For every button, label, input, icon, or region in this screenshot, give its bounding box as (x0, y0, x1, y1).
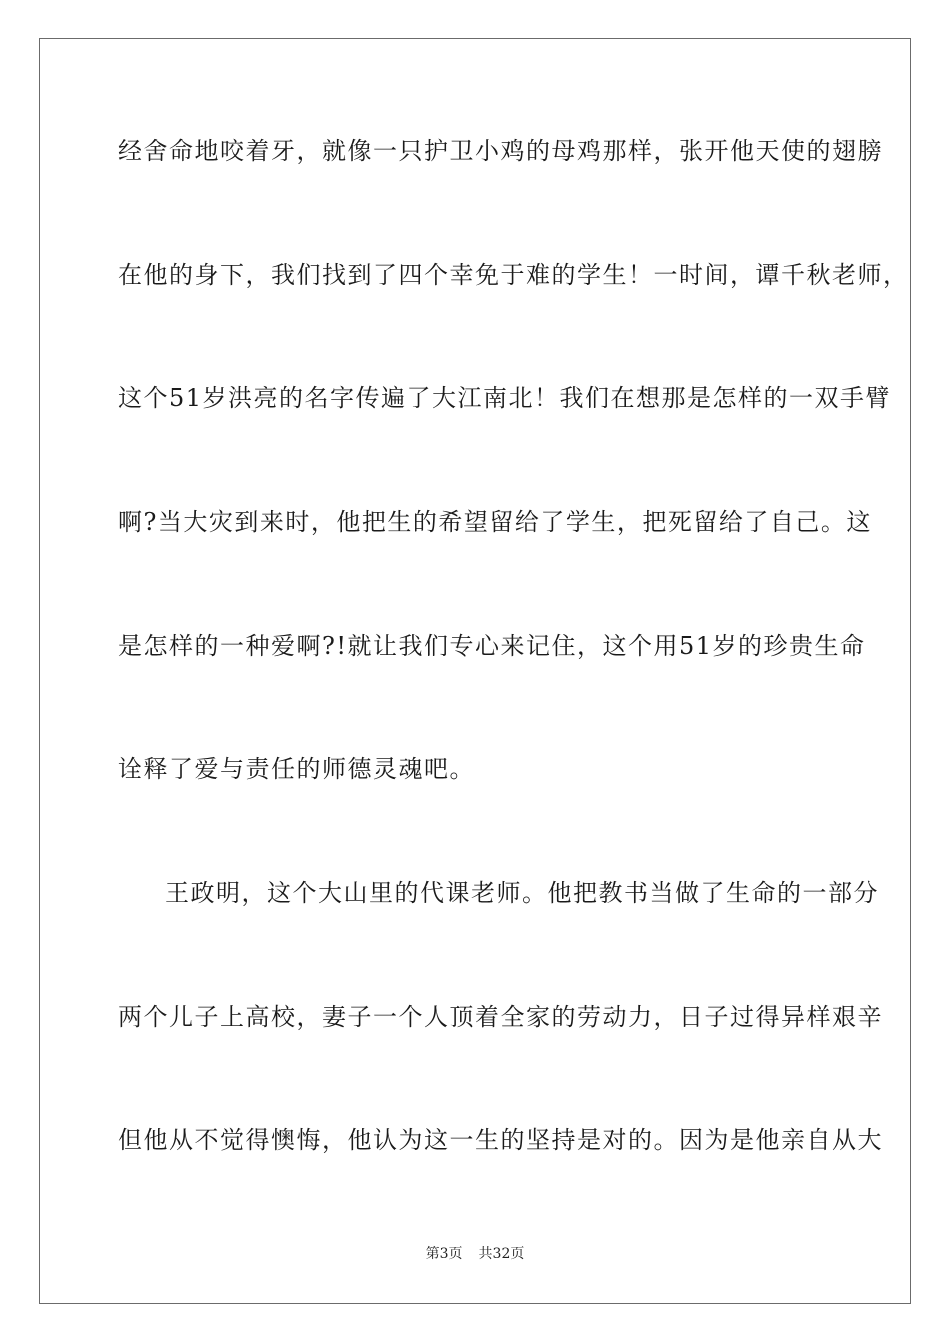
body-text-line: 这个51岁洪亮的名字传遍了大江南北！我们在想那是怎样的一双手臂 (118, 384, 892, 412)
body-text-line: 但他从不觉得懊悔，他认为这一生的坚持是对的。因为是他亲自从大 (118, 1126, 883, 1154)
body-text-line: 啊?当大灾到来时，他把生的希望留给了学生，把死留给了自己。这 (118, 508, 872, 536)
body-text-line: 诠释了爱与责任的师德灵魂吧。 (118, 755, 475, 783)
total-pages: 共32页 (478, 1246, 525, 1262)
body-text-line: 在他的身下，我们找到了四个幸免于难的学生！一时间，谭千秋老师， (118, 261, 909, 289)
body-text-line: 两个儿子上高校，妻子一个人顶着全家的劳动力，日子过得异样艰辛 (118, 1003, 883, 1031)
page-number: 第3页 (425, 1246, 463, 1262)
page-border (39, 38, 911, 1304)
paragraph-first-line: 王政明，这个大山里的代课老师。他把教书当做了生命的一部分 (165, 879, 879, 907)
body-text-line: 经舍命地咬着牙，就像一只护卫小鸡的母鸡那样，张开他天使的翅膀 (118, 137, 883, 165)
body-text-line: 是怎样的一种爱啊?!就让我们专心来记住，这个用51岁的珍贵生命 (118, 632, 866, 660)
page-footer (0, 1245, 950, 1263)
